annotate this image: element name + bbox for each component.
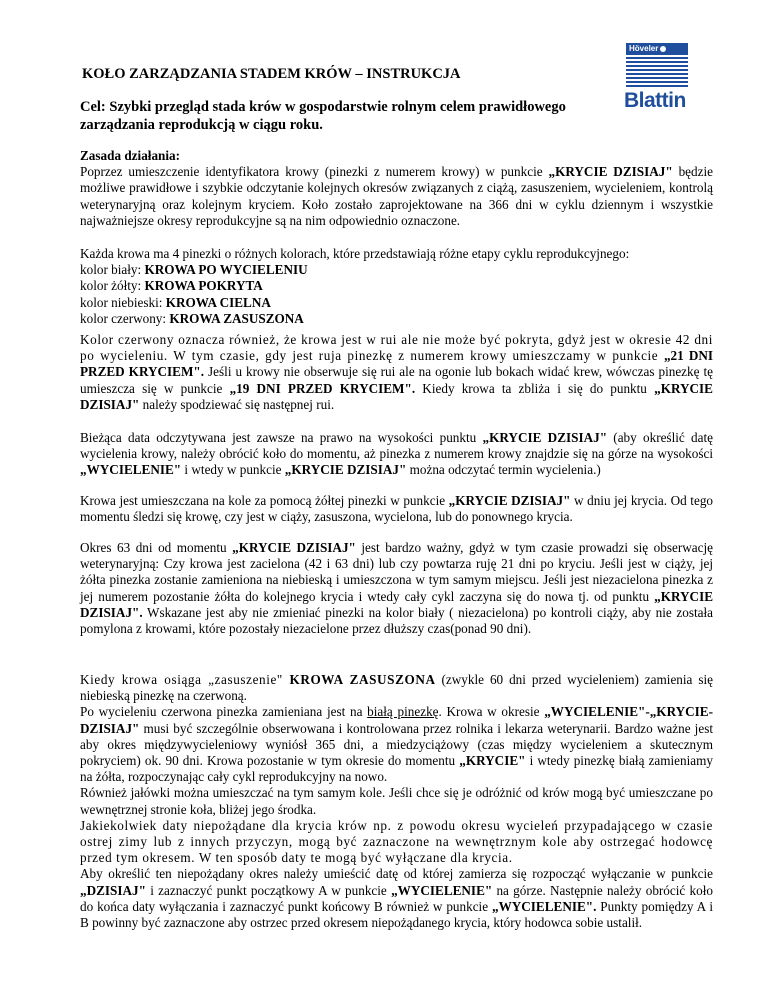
p4-text-c: (aby określić datę wycielenia krowy, należy obrócić koło do momentu, aż pinezka z numerem krowy znajdzie się na górze na wysokości bbox=[80, 430, 713, 462]
logo-brand: Blattin bbox=[624, 89, 686, 112]
p7-keyword-g: „WYCIELENIE"-„KRYCIE-DZISIAJ" bbox=[80, 704, 713, 736]
color-row-blue: kolor niebieski: KROWA CIELNA bbox=[80, 294, 271, 310]
p7-text-l: Jakiekolwiek daty niepożądane dla krycia krów np. z powodu okresu wycieleń przypadającego w czasie ostrej zimy lub z innych przyczyn, mogą być zaznaczone na wewnętrznym kole aby ostrzegać hodowcę przed tym okresem. W ten sposób daty te mogą być wyłączane dla krycia. bbox=[80, 817, 713, 866]
paragraph-dry-off bbox=[80, 672, 713, 931]
p6-text-e: Wskazane jest aby nie zmieniać pinezki na kolor biały ( niezacielona) po kontroli ciąży, aby nie została pomylona z krowami, które pozostały niezacielone przez dłuższy czas(ponad 90 dni). bbox=[80, 604, 713, 637]
p7-text-d: Po wycieleniu czerwona pinezka zamieniana jest na bbox=[80, 704, 368, 720]
p7-keyword-n: „DZISIAJ" bbox=[80, 882, 146, 898]
p4-keyword-f: „KRYCIE DZISIAJ" bbox=[284, 462, 407, 478]
color-row-white: kolor biały: KROWA PO WYCIELENIU bbox=[80, 262, 308, 278]
p7-text-s: Punkty pomiędzy A i B powinny być zaznaczone aby ostrzec przed okresem niepożądanego krycia, który hodowca sobie ustalił. bbox=[80, 898, 714, 931]
principle-heading: Zasada działania: bbox=[80, 148, 181, 163]
p7-text-j: i wtedy pinezkę białą zamieniamy na żółta, rozpoczynając cały cykl reprodukcyjny na nowo. bbox=[80, 753, 713, 785]
p7-text-o: i zaznaczyć punkt początkowy A w punkcie bbox=[145, 882, 392, 898]
p5-text-c: w dniu jej krycia. Od tego momentu śledzi się krowę, czy jest w ciąży, zasuszona, wycielona, lub do ponownego krycia. bbox=[80, 493, 714, 525]
paragraph-placement bbox=[80, 493, 713, 525]
principle-section bbox=[80, 148, 713, 229]
p3-keyword-b: „21 DNI PRZED KRYCIEM". bbox=[80, 348, 713, 380]
p7-text-a: Kiedy krowa osiąga „zasuszenie" bbox=[80, 672, 290, 687]
p3-keyword-d: „19 DNI PRZED KRYCIEM". bbox=[229, 380, 416, 396]
p7-keyword-b: KROWA ZASUSZONA bbox=[289, 672, 436, 687]
p6-text-a: Okres 63 dni od momentu bbox=[80, 540, 233, 555]
p6-keyword-b: „KRYCIE DZISIAJ" bbox=[232, 540, 356, 555]
blattin-logo bbox=[626, 43, 688, 113]
p3-text-a: Kolor czerwony oznacza również, że krowa jest w rui ale nie może być pokryta, gdyż jest w okresie 42 dni po wycieleniu. W tym czasie, gdy jest ruja pinezkę z numerem krowy umieszczamy w punkcie bbox=[80, 332, 713, 364]
p3-keyword-f: „KRYCIE DZISIAJ" bbox=[80, 380, 713, 412]
p1-keyword: „KRYCIE DZISIAJ" bbox=[548, 164, 673, 180]
p4-text-g: można odczytać termin wycielenia.) bbox=[406, 462, 601, 478]
p7-text-c: (zwykle 60 dni przed wycieleniem) zamienia się niebieską pinezkę na czerwoną. bbox=[80, 672, 713, 704]
p3-text-e: Kiedy krowa ta zbliża i się do punktu bbox=[415, 380, 655, 396]
p6-text-c: jest bardzo ważny, gdyż w tym czasie prowadzi się obserwację weterynaryjną: Czy krowa jest zacielona (42 i 63 dni) lub czy powtarza ruję 21 dni po kryciu. Jeśli jest w ciąży, jej żółta pinezka zostanie zamieniona na niebieską i umieszczona w tym samym miejscu. Jeśli jest niezacielona pinezka z jej numerem pozostanie żółta do kolejnego krycia i wtedy cały cykl zaczyna się do nowa tj. od punktu bbox=[80, 540, 713, 604]
color-row-yellow: kolor żółty: KROWA POKRYTA bbox=[80, 278, 263, 294]
paragraph-63-days bbox=[80, 540, 713, 637]
colors-intro: Każda krowa ma 4 pinezki o różnych kolorach, które przedstawiają różne etapy cyklu reprodukcyjnego: bbox=[80, 246, 630, 261]
p4-keyword-d: „WYCIELENIE" bbox=[80, 462, 182, 478]
p1-text-a: Poprzez umieszczenie identyfikatora krowy (pinezki z numerem krowy) w punkcie bbox=[80, 164, 549, 180]
paragraph-red-pin bbox=[80, 332, 713, 413]
p7-keyword-i: „KRYCIE" bbox=[459, 753, 526, 769]
p7-keyword-r: „WYCIELENIE". bbox=[491, 898, 597, 914]
p7-text-m: Aby określić ten niepożądany okres należy umieścić datę od której zamierza się rozpocząć wyłączanie w punkcie bbox=[80, 866, 713, 882]
color-row-red: kolor czerwony: KROWA ZASUSZONA bbox=[80, 310, 304, 326]
p7-keyword-p: „WYCIELENIE" bbox=[391, 882, 493, 898]
colors-section bbox=[80, 246, 713, 327]
document-title: KOŁO ZARZĄDZANIA STADEM KRÓW – INSTRUKCJA bbox=[82, 66, 461, 82]
p5-text-a: Krowa jest umieszczana na kole za pomocą żółtej pinezki w punkcie bbox=[80, 493, 449, 508]
p4-text-a: Bieżąca data odczytywana jest zawsze na prawo na wysokości punktu bbox=[80, 430, 483, 445]
p7-text-q: na górze. Następnie należy obrócić koło do końca daty wyłączania i zaznaczyć punkt końcowy B również w punkcie bbox=[80, 882, 713, 914]
p4-keyword-b: „KRYCIE DZISIAJ" bbox=[482, 430, 608, 445]
logo-stripes bbox=[626, 57, 688, 89]
p4-text-e: i wtedy w punkcie bbox=[181, 462, 285, 478]
p7-text-h: musi być szczególnie obserwowana i kontrolowana przez rolnika i lekarza weterynarii. Bardzo ważne jest aby okres międzywycieleniowy wyniósł 365 dni, a miedzyciążowy (czas między wycieleniem a skutecznym pokryciem) ok. 90 dni. Krowa pozostanie w tym okresie do momentu bbox=[80, 720, 713, 769]
goal-statement: Cel: Szybki przegląd stada krów w gospodarstwie rolnym celem prawidłowego zarządzania reprodukcją w ciągu roku. bbox=[80, 99, 566, 133]
p3-text-g: należy spodziewać się następnej rui. bbox=[139, 396, 335, 412]
logo-brand-top bbox=[626, 43, 688, 55]
logo-brand-top-text: Höveler bbox=[629, 44, 659, 53]
p7-text-k: Również jałówki można umieszczać na tym samym kole. Jeśli chce się je odróżnić od krów mogą być umieszczane po wewnętrznej stronie koła, bliżej jego środka. bbox=[80, 785, 713, 817]
paragraph-current-date bbox=[80, 430, 713, 479]
p7-text-f: . Krowa w okresie bbox=[438, 704, 545, 720]
p7-underlined: białą pinezkę bbox=[367, 704, 439, 720]
p3-text-c: Jeśli u krowy nie obserwuje się rui ale na ogonie lub bokach widać krew, wówczas pinezkę tę umieszcza się w punkcie bbox=[80, 364, 713, 396]
p6-keyword-d: „KRYCIE DZISIAJ". bbox=[80, 588, 713, 620]
p5-keyword-b: „KRYCIE DZISIAJ" bbox=[448, 493, 571, 508]
p1-text-c: będzie możliwe prawidłowe i szybkie odczytanie kolejnych okresów związanych z ciążą, zasuszeniem, wycieleniem, kontrolą weterynaryjną oraz kolejnym kryciem. Koło zostało zaprojektowane na 366 dni w cyklu dziennym i wszystkie najważniejsze okresy reprodukcyjne są na nim odpowiednio oznaczone. bbox=[80, 164, 713, 228]
